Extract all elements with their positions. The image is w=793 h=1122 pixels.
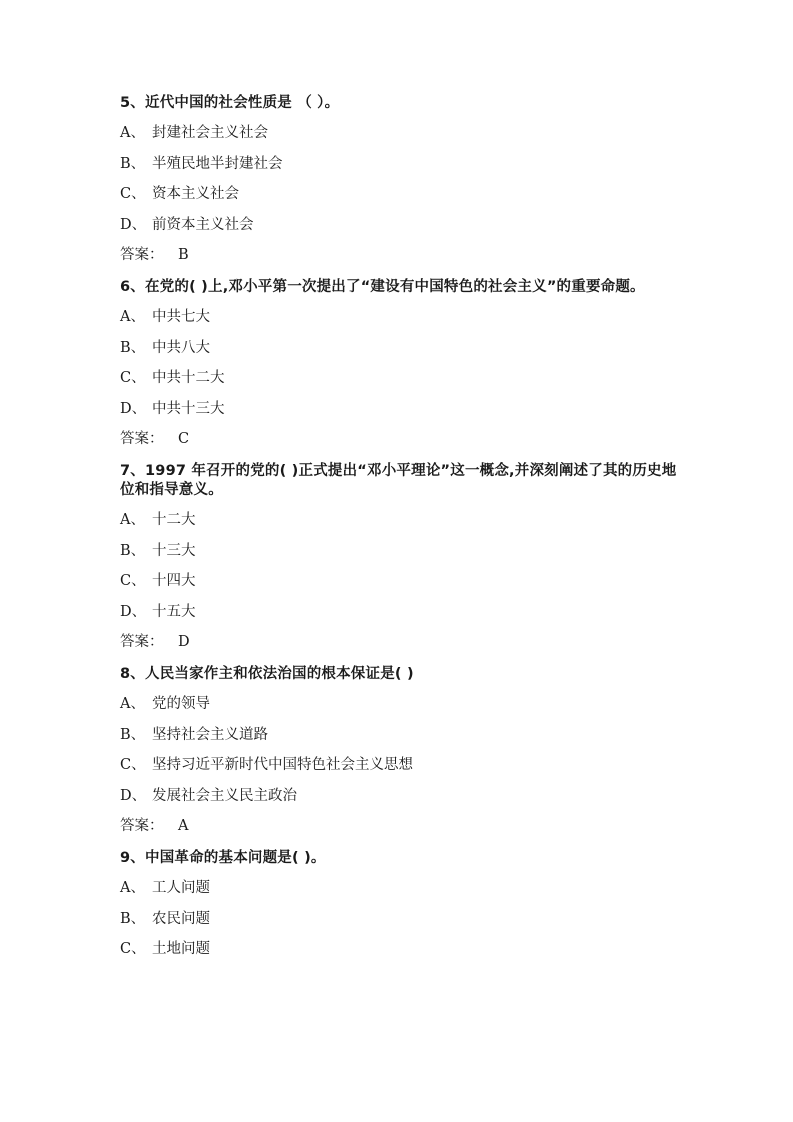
option-letter: A、 (120, 880, 145, 896)
option-text: 农民问题 (152, 910, 210, 927)
option-text: 中共十二大 (152, 370, 225, 386)
option-a (120, 694, 680, 714)
option-text: 封建社会主义社会 (152, 125, 268, 141)
answer-line (120, 245, 680, 265)
option-letter: D、 (120, 216, 147, 233)
option-letter: B、 (120, 726, 146, 743)
option-c (120, 184, 680, 204)
option-letter: B、 (120, 339, 146, 356)
option-b (120, 338, 680, 358)
option-letter: D、 (120, 603, 147, 620)
option-text: 十四大 (152, 573, 196, 589)
answer-value: B (178, 247, 189, 263)
option-letter: C、 (120, 941, 146, 957)
document-page (120, 94, 680, 970)
answer-line (120, 632, 680, 652)
option-c (120, 368, 680, 388)
option-letter: A、 (120, 512, 145, 528)
option-letter: A、 (120, 125, 145, 141)
answer-line (120, 816, 680, 836)
question-9 (120, 849, 680, 959)
question-title: 8、人民当家作主和依法治国的根本保证是( ) (120, 666, 414, 682)
option-a (120, 878, 680, 898)
question-6 (120, 278, 680, 449)
answer-label: 答案： (120, 634, 164, 650)
option-text: 中共八大 (152, 339, 210, 356)
option-text: 前资本主义社会 (152, 216, 254, 233)
option-text: 十三大 (152, 542, 196, 559)
option-letter: C、 (120, 757, 146, 773)
option-text: 中共七大 (152, 309, 210, 325)
option-b (120, 725, 680, 745)
option-text: 发展社会主义民主政治 (152, 787, 297, 804)
option-d (120, 602, 680, 622)
answer-label: 答案： (120, 818, 164, 834)
answer-value: A (178, 818, 189, 834)
option-c (120, 571, 680, 591)
option-d (120, 399, 680, 419)
option-d (120, 786, 680, 806)
option-letter: D、 (120, 787, 147, 804)
question-title: 5、近代中国的社会性质是 （ ）。 (120, 95, 340, 111)
option-letter: D、 (120, 400, 147, 417)
option-letter: C、 (120, 573, 146, 589)
option-b (120, 541, 680, 561)
question-title: 7、1997 年召开的党的( )正式提出“邓小平理论”这一概念,并深刻阐述了其的历史地位和指导意义。 (120, 463, 677, 498)
option-letter: A、 (120, 696, 145, 712)
option-letter: C、 (120, 186, 146, 202)
option-c (120, 755, 680, 775)
option-b (120, 154, 680, 174)
question-7 (120, 462, 680, 652)
option-letter: C、 (120, 370, 146, 386)
option-text: 土地问题 (152, 941, 210, 957)
option-letter: B、 (120, 155, 146, 172)
option-b (120, 909, 680, 929)
option-text: 坚持社会主义道路 (152, 726, 268, 743)
question-8 (120, 665, 680, 836)
option-text: 半殖民地半封建社会 (152, 155, 283, 172)
answer-label: 答案： (120, 431, 164, 447)
option-a (120, 307, 680, 327)
option-text: 十五大 (152, 603, 196, 620)
option-a (120, 123, 680, 143)
option-text: 党的领导 (152, 696, 210, 712)
option-letter: A、 (120, 309, 145, 325)
answer-value: D (178, 634, 190, 650)
option-d (120, 215, 680, 235)
option-letter: B、 (120, 910, 146, 927)
answer-line (120, 429, 680, 449)
option-text: 十二大 (152, 512, 196, 528)
question-title: 9、中国革命的基本问题是( )。 (120, 850, 326, 866)
option-text: 中共十三大 (152, 400, 225, 417)
option-letter: B、 (120, 542, 146, 559)
answer-label: 答案： (120, 247, 164, 263)
option-a (120, 510, 680, 530)
option-c (120, 939, 680, 959)
answer-value: C (178, 431, 190, 447)
option-text: 资本主义社会 (152, 186, 239, 202)
option-text: 工人问题 (152, 880, 210, 896)
question-title: 6、在党的( )上,邓小平第一次提出了“建设有中国特色的社会主义”的重要命题。 (120, 279, 645, 295)
option-text: 坚持习近平新时代中国特色社会主义思想 (152, 757, 413, 773)
question-5 (120, 94, 680, 265)
